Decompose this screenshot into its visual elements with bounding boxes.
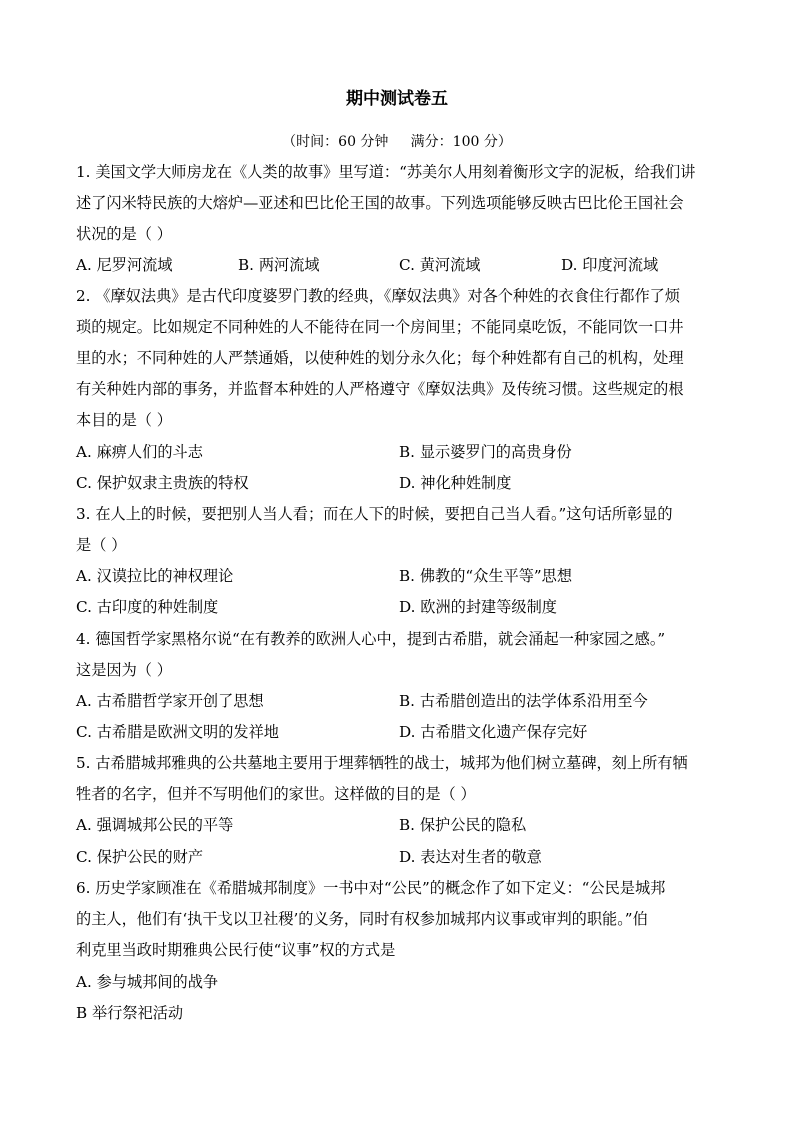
question-1-line-1: 1. 美国文学大师房龙在《人类的故事》里写道：“苏美尔人用刻着衡形文字的泥板，给我们讲: [76, 163, 696, 181]
question-1-option-b: B. 两河流域: [238, 256, 320, 274]
question-5-option-b: B. 保护公民的隐私: [399, 816, 527, 834]
question-4-line-2: 这是因为（ ）: [76, 661, 172, 679]
exam-info: （时间：60 分钟 满分：100 分）: [282, 134, 512, 150]
question-1-option-c: C. 黄河流域: [399, 256, 481, 274]
question-5-line-2: 牲者的名字，但并不写明他们的家世。这样做的目的是（ ）: [76, 785, 476, 803]
question-5-option-a: A. 强调城邦公民的平等: [76, 816, 234, 834]
question-2-line-1: 2. 《摩奴法典》是古代印度婆罗门教的经典，《摩奴法典》对各个种姓的衣食住行都作了烦: [76, 287, 681, 305]
question-1-line-3: 状况的是（ ）: [76, 225, 172, 243]
question-3-option-d: D. 欧洲的封建等级制度: [399, 598, 557, 616]
question-1-line-2: 述了闪米特民族的大熔炉—亚述和巴比伦王国的故事。下列选项能够反映古巴比伦王国社会: [76, 194, 684, 212]
question-2-option-d: D. 神化种姓制度: [399, 474, 512, 492]
question-2-option-a: A. 麻痹人们的斗志: [76, 443, 203, 461]
question-3-option-b: B. 佛教的“众生平等”思想: [399, 567, 573, 585]
question-2-option-c: C. 保护奴隶主贵族的特权: [76, 474, 249, 492]
question-6-line-3: 利克里当政时期雅典公民行使“议事”权的方式是: [76, 941, 396, 959]
question-5-option-d: D. 表达对生者的敬意: [399, 848, 542, 866]
question-4-option-c: C. 古希腊是欧洲文明的发祥地: [76, 723, 279, 741]
question-4-option-d: D. 古希腊文化遗产保存完好: [399, 723, 588, 741]
page-title: 期中测试卷五: [346, 89, 448, 109]
question-5-option-c: C. 保护公民的财产: [76, 848, 204, 866]
question-3-line-2: 是（ ）: [76, 536, 127, 554]
question-4-option-b: B. 古希腊创造出的法学体系沿用至今: [399, 692, 648, 710]
question-6-option-b: B 举行祭祀活动: [76, 1004, 184, 1022]
question-6-line-2: 的主人，他们有‘执干戈以卫社稷’的义务，同时有权参加城邦内议事或审判的职能。”伯: [76, 910, 648, 928]
question-4-option-a: A. 古希腊哲学家开创了思想: [76, 692, 264, 710]
question-2-line-5: 本目的是（ ）: [76, 411, 172, 429]
question-4-line-1: 4. 德国哲学家黑格尔说“在有教养的欧洲人心中，提到古希腊，就会涌起一种家园之感。”: [76, 630, 666, 648]
question-5-line-1: 5. 古希腊城邦雅典的公共墓地主要用于埋葬牺牲的战士，城邦为他们树立墓碑，刻上所有牺: [76, 754, 688, 772]
question-3-option-c: C. 古印度的种姓制度: [76, 598, 219, 616]
question-2-line-3: 里的水；不同种姓的人严禁通婚，以使种姓的划分永久化；每个种姓都有自己的机构，处理: [76, 349, 684, 367]
question-1-option-d: D. 印度河流域: [561, 256, 659, 274]
question-1-option-a: A. 尼罗河流域: [76, 256, 173, 274]
question-6-option-a: A. 参与城邦间的战争: [76, 973, 219, 991]
question-3-line-1: 3. 在人上的时候，要把别人当人看；而在人下的时候，要把自己当人看。”这句话所彰显的: [76, 505, 673, 523]
question-3-option-a: A. 汉谟拉比的神权理论: [76, 567, 234, 585]
question-2-option-b: B. 显示婆罗门的高贵身份: [399, 443, 572, 461]
question-2-line-2: 琐的规定。比如规定不同种姓的人不能待在同一个房间里；不能同桌吃饭，不能同饮一口井: [76, 318, 684, 336]
question-2-line-4: 有关种姓内部的事务，并监督本种姓的人严格遵守《摩奴法典》及传统习惯。这些规定的根: [76, 380, 684, 398]
question-6-line-1: 6. 历史学家顾准在《希腊城邦制度》一书中对“公民”的概念作了如下定义：“公民是城邦: [76, 879, 666, 897]
